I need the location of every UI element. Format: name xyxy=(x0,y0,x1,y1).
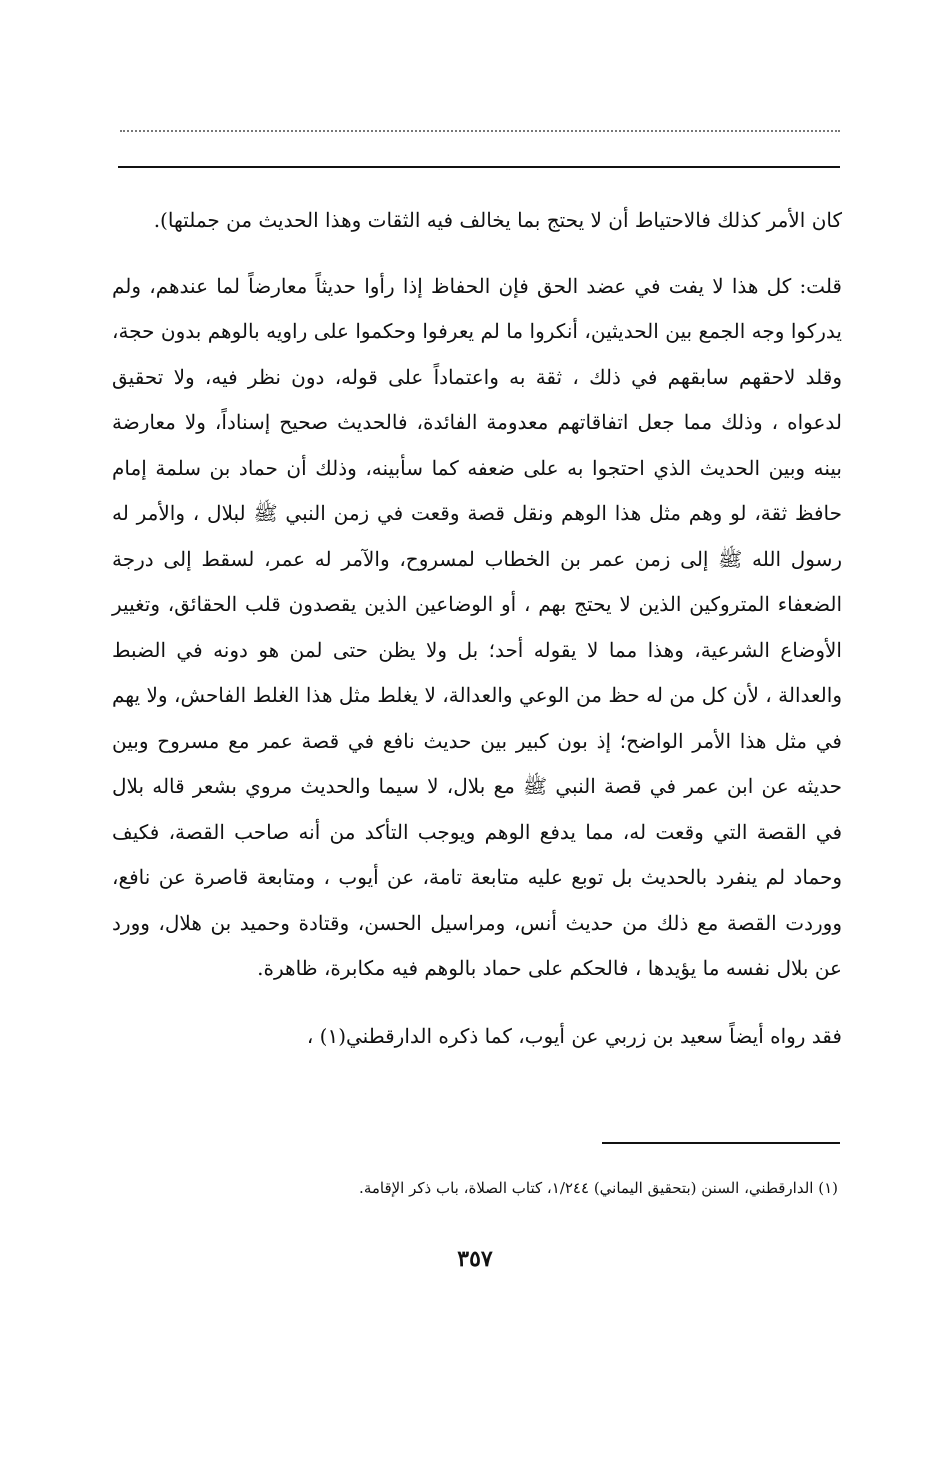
header-dotted-line xyxy=(120,130,840,132)
paragraph: قلت: كل هذا لا يفت في عضد الحق فإن الحفاظ إذا رأوا حديثاً معارضاً لما عندهم، ولم يدركوا وجه الجمع بين الحديثين، أنكروا ما لم يعرفوا وحكموا على راويه بالوهم بدون حجة، وقلد لاحقهم سابقهم في ذلك ، ثقة به واعتماداً على قوله، دون نظر فيه، ولا تحقيق لدعواه ، وذلك مما جعل اتفاقاتهم معدومة الفائدة، فالحديث صحيح إسناداً، ولا معارضة بينه وبين الحديث الذي احتجوا به على ضعفه كما سأبينه، وذلك أن حماد بن سلمة إمام حافظ ثقة، لو وهم مثل هذا الوهم ونقل قصة وقعت في زمن النبي ﷺ لبلال ، والأمر له رسول الله ﷺ إلى زمن عمر بن الخطاب لمسروح، والآمر له عمر، لسقط إلى درجة الضعفاء المتروكين الذين لا يحتج بهم ، أو الوضاعين الذين يقصدون قلب الحقائق، وتغيير الأوضاع الشرعية، وهذا مما لا يقوله أحد؛ بل ولا يظن حتى لمن هو دونه في الضبط والعدالة ، لأن كل من له حظ من الوعي والعدالة، لا يغلط مثل هذا الغلط الفاحش، ولا يهم في مثل هذا الأمر الواضح؛ إذ بون كبير بين حديث نافع في قصة عمر مع مسروح وبين حديثه عن ابن عمر في قصة النبي ﷺ مع بلال، لا سيما والحديث مروي بشعر قاله بلال في القصة التي وقعت له، مما يدفع الوهم ويوجب التأكد من أنه صاحب القصة، فكيف وحماد لم ينفرد بالحديث بل توبع عليه متابعة تامة، عن أيوب ، ومتابعة قاصرة عن نافع، ووردت القصة مع ذلك من حديث أنس، ومراسيل الحسن، وقتادة وحميد بن هلال، وورد عن بلال نفسه ما يؤيدها ، فالحكم على حماد بالوهم فيه مكابرة، ظاهرة. xyxy=(112,273,842,980)
body-text xyxy=(112,198,842,1059)
header-rule xyxy=(118,166,840,168)
page-number: ٣٥٧ xyxy=(457,1246,493,1272)
paragraph: فقد رواه أيضاً سعيد بن زربي عن أيوب، كما ذكره الدارقطني(١) ، xyxy=(306,1023,842,1048)
footnote-separator xyxy=(602,1142,840,1144)
paragraph: كان الأمر كذلك فالاحتياط أن لا يحتج بما يخالف فيه الثقات وهذا الحديث من جملتها). xyxy=(153,208,842,232)
footnote: (١) الدارقطني، السنن (بتحقيق اليماني) ١/٢٤٤، كتاب الصلاة، باب ذكر الإقامة. xyxy=(359,1179,838,1197)
